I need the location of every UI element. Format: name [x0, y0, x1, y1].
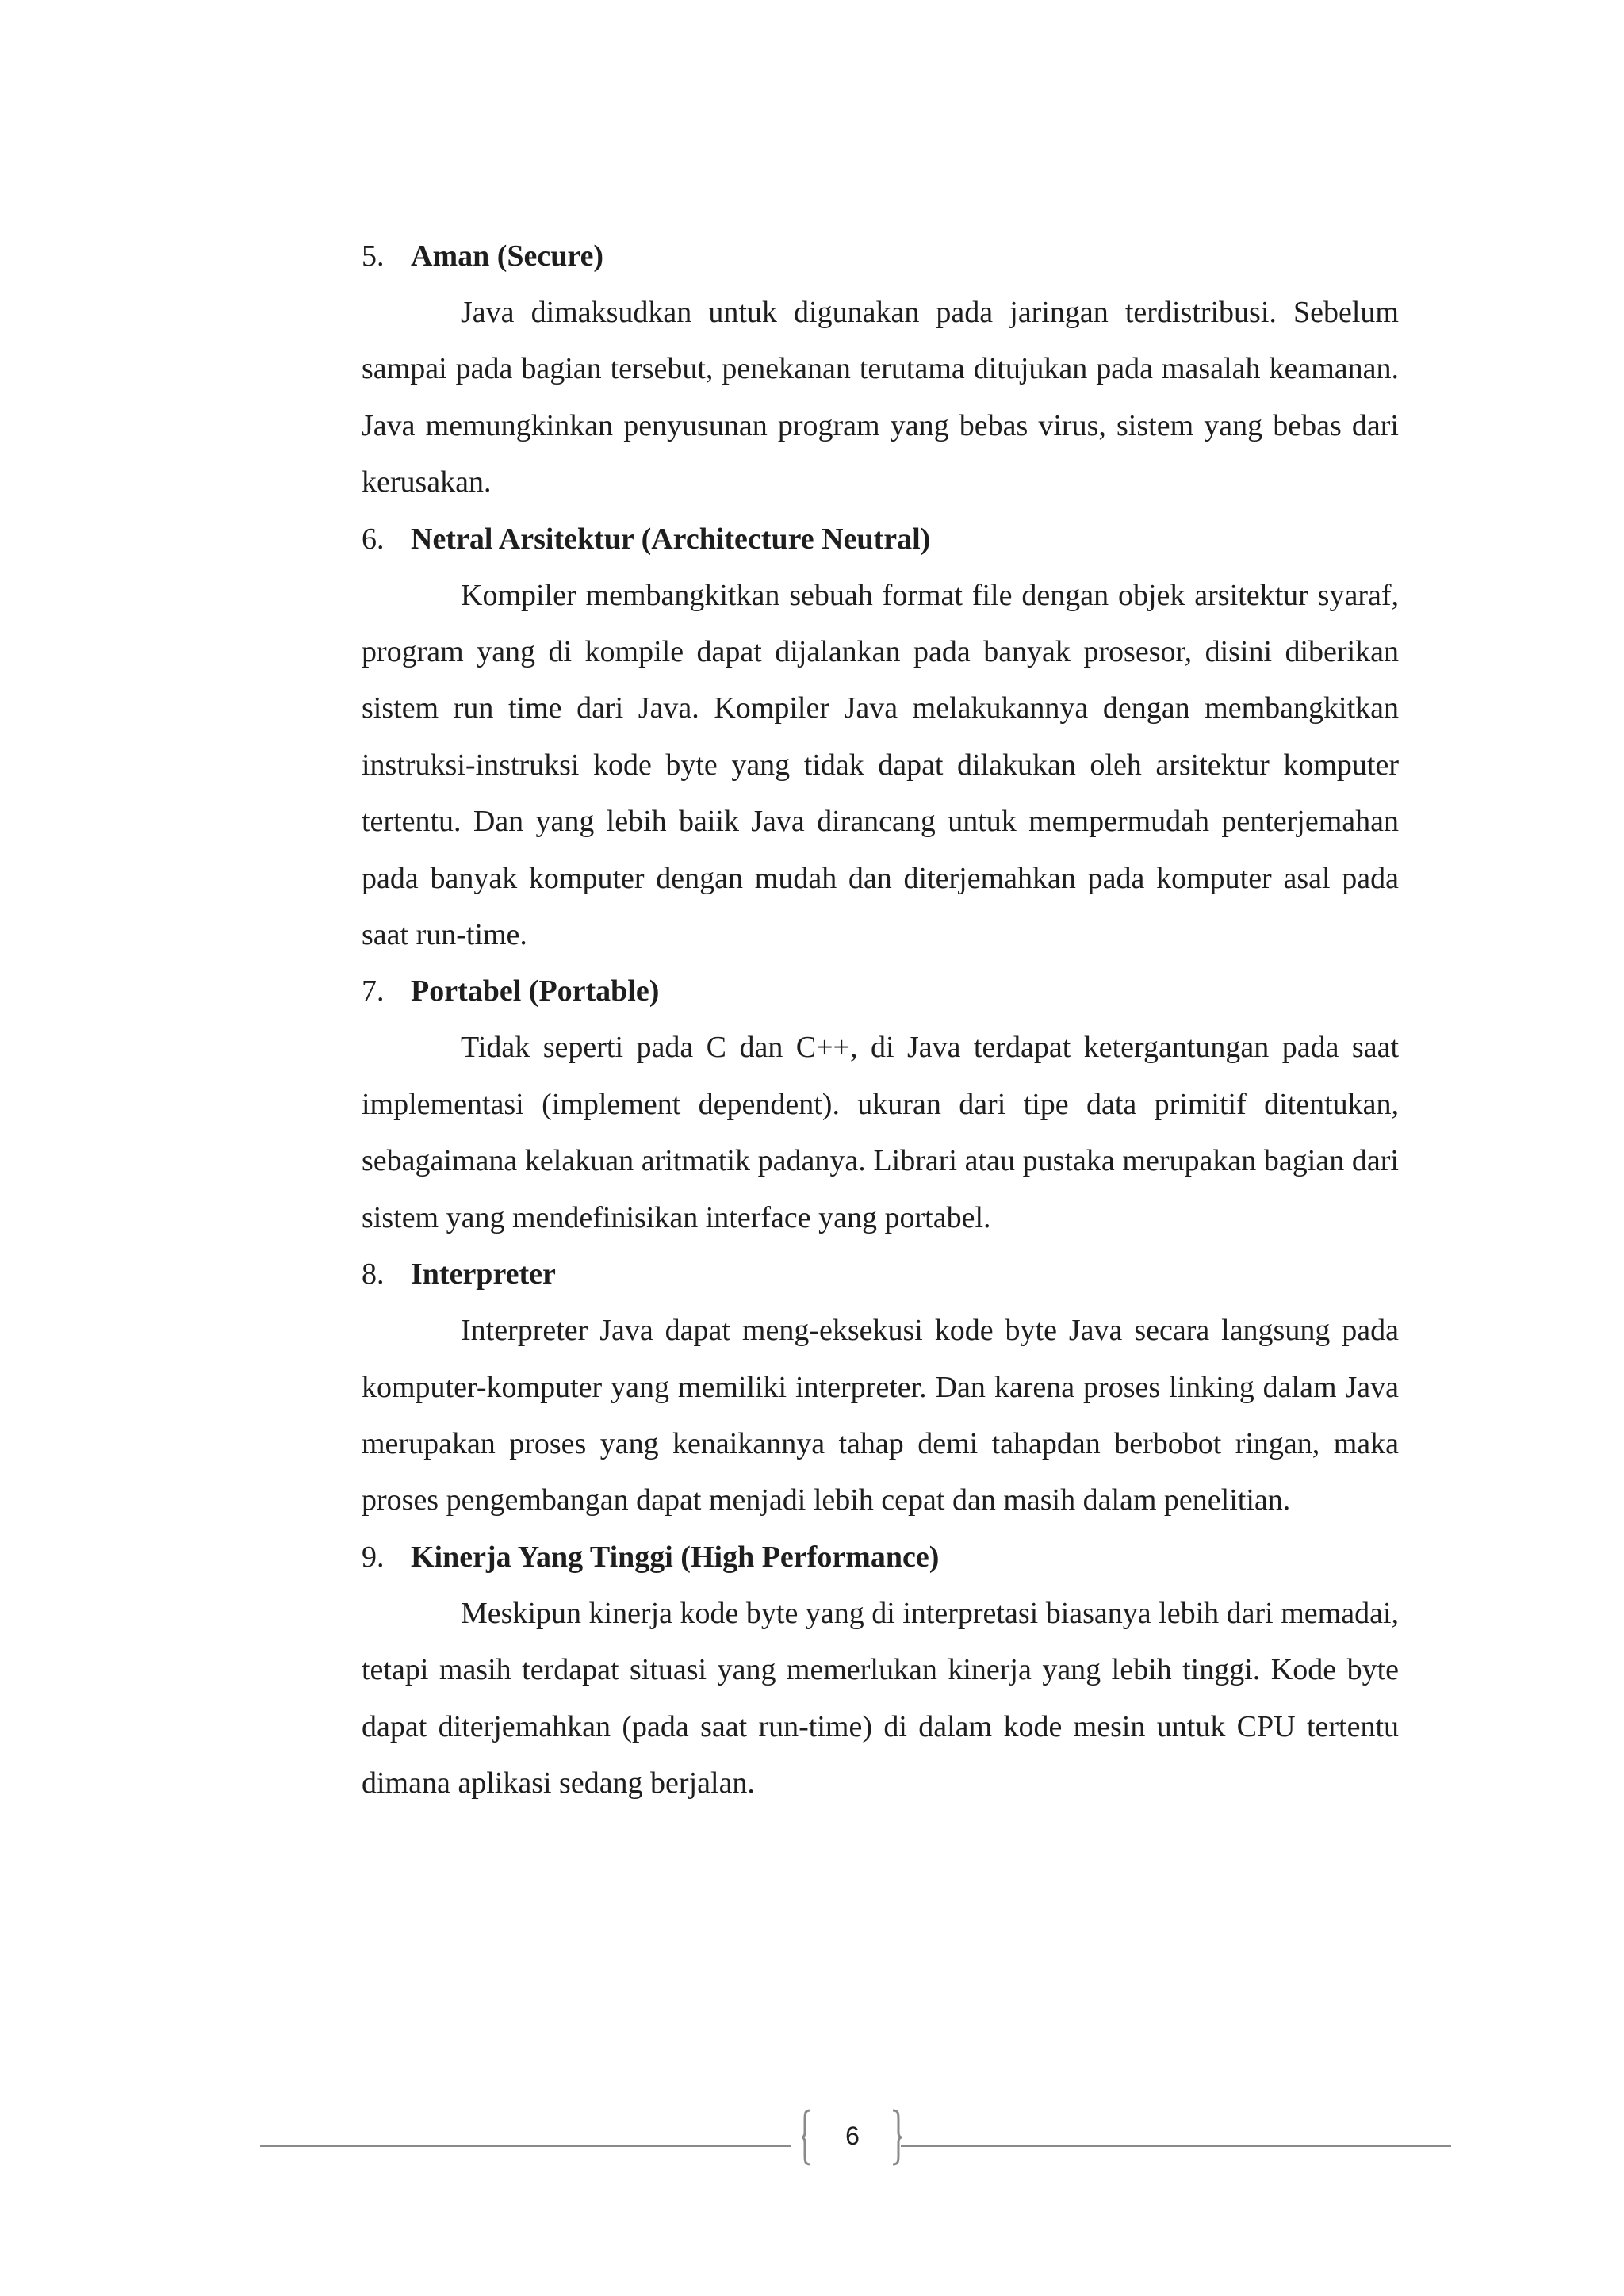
section-paragraph: Tidak seperti pada C dan C++, di Java terdapat ketergantungan pada saat implementasi (implement dependent). ukuran dari tipe data primitif ditentukan, sebagaimana kelakuan aritmatik padanya. Librari atau pustaka merupakan bagian dari sistem yang mendefinisikan interface yang portabel.	[362, 1031, 1399, 1234]
section-high-performance	[362, 1529, 1399, 1812]
section-title: Kinerja Yang Tinggi (High Performance)	[411, 1540, 940, 1574]
section-number: 6.	[362, 522, 385, 556]
section-number: 9.	[362, 1540, 385, 1574]
section-title: Netral Arsitektur (Architecture Neutral)	[411, 522, 931, 556]
section-paragraph: Interpreter Java dapat meng-eksekusi kode byte Java secara langsung pada komputer-komputer yang memiliki interpreter. Dan karena proses linking dalam Java merupakan proses yang kenaikannya tahap demi tahapdan berbobot ringan, maka proses pengembangan dapat menjadi lebih cepat dan masih dalam penelitian.	[362, 1314, 1399, 1517]
right-brace-icon	[891, 2109, 902, 2166]
section-paragraph: Java dimaksudkan untuk digunakan pada jaringan terdistribusi. Sebelum sampai pada bagian tersebut, penekanan terutama ditujukan pada masalah keamanan. Java memungkinkan penyusunan program yang bebas virus, sistem yang bebas dari kerusakan.	[362, 296, 1399, 499]
section-title: Interpreter	[411, 1257, 556, 1292]
section-heading	[362, 511, 1399, 568]
section-heading	[362, 1246, 1399, 1303]
page-footer	[0, 2109, 1624, 2180]
section-paragraph: Meskipun kinerja kode byte yang di interpretasi biasanya lebih dari memadai, tetapi masih terdapat situasi yang memerlukan kinerja yang lebih tinggi. Kode byte dapat diterjemahkan (pada saat run-time) di dalam kode mesin untuk CPU tertentu dimana aplikasi sedang berjalan.	[362, 1596, 1399, 1800]
document-body	[362, 228, 1399, 1812]
section-interpreter	[362, 1246, 1399, 1529]
footer-rule-right	[901, 2145, 1451, 2147]
section-title: Aman (Secure)	[411, 239, 604, 273]
section-heading	[362, 1529, 1399, 1586]
section-number: 7.	[362, 974, 385, 1008]
section-architecture-neutral	[362, 511, 1399, 964]
section-number: 8.	[362, 1257, 385, 1292]
section-heading	[362, 228, 1399, 285]
page-number: 6	[845, 2122, 860, 2150]
left-brace-icon	[801, 2109, 812, 2166]
section-heading	[362, 963, 1399, 1020]
section-portable	[362, 963, 1399, 1246]
section-number: 5.	[362, 239, 385, 273]
section-title: Portabel (Portable)	[411, 974, 660, 1008]
footer-rule-left	[260, 2145, 791, 2147]
section-secure	[362, 228, 1399, 511]
section-paragraph: Kompiler membangkitkan sebuah format file dengan objek arsitektur syaraf, program yang di kompile dapat dijalankan pada banyak prosesor, disini diberikan sistem run time dari Java. Kompiler Java melakukannya dengan membangkitkan instruksi-instruksi kode byte yang tidak dapat dilakukan oleh arsitektur komputer tertentu. Dan yang lebih baiik Java dirancang untuk mempermudah penterjemahan pada banyak komputer dengan mudah dan diterjemahkan pada komputer asal pada saat run-time.	[362, 578, 1399, 952]
